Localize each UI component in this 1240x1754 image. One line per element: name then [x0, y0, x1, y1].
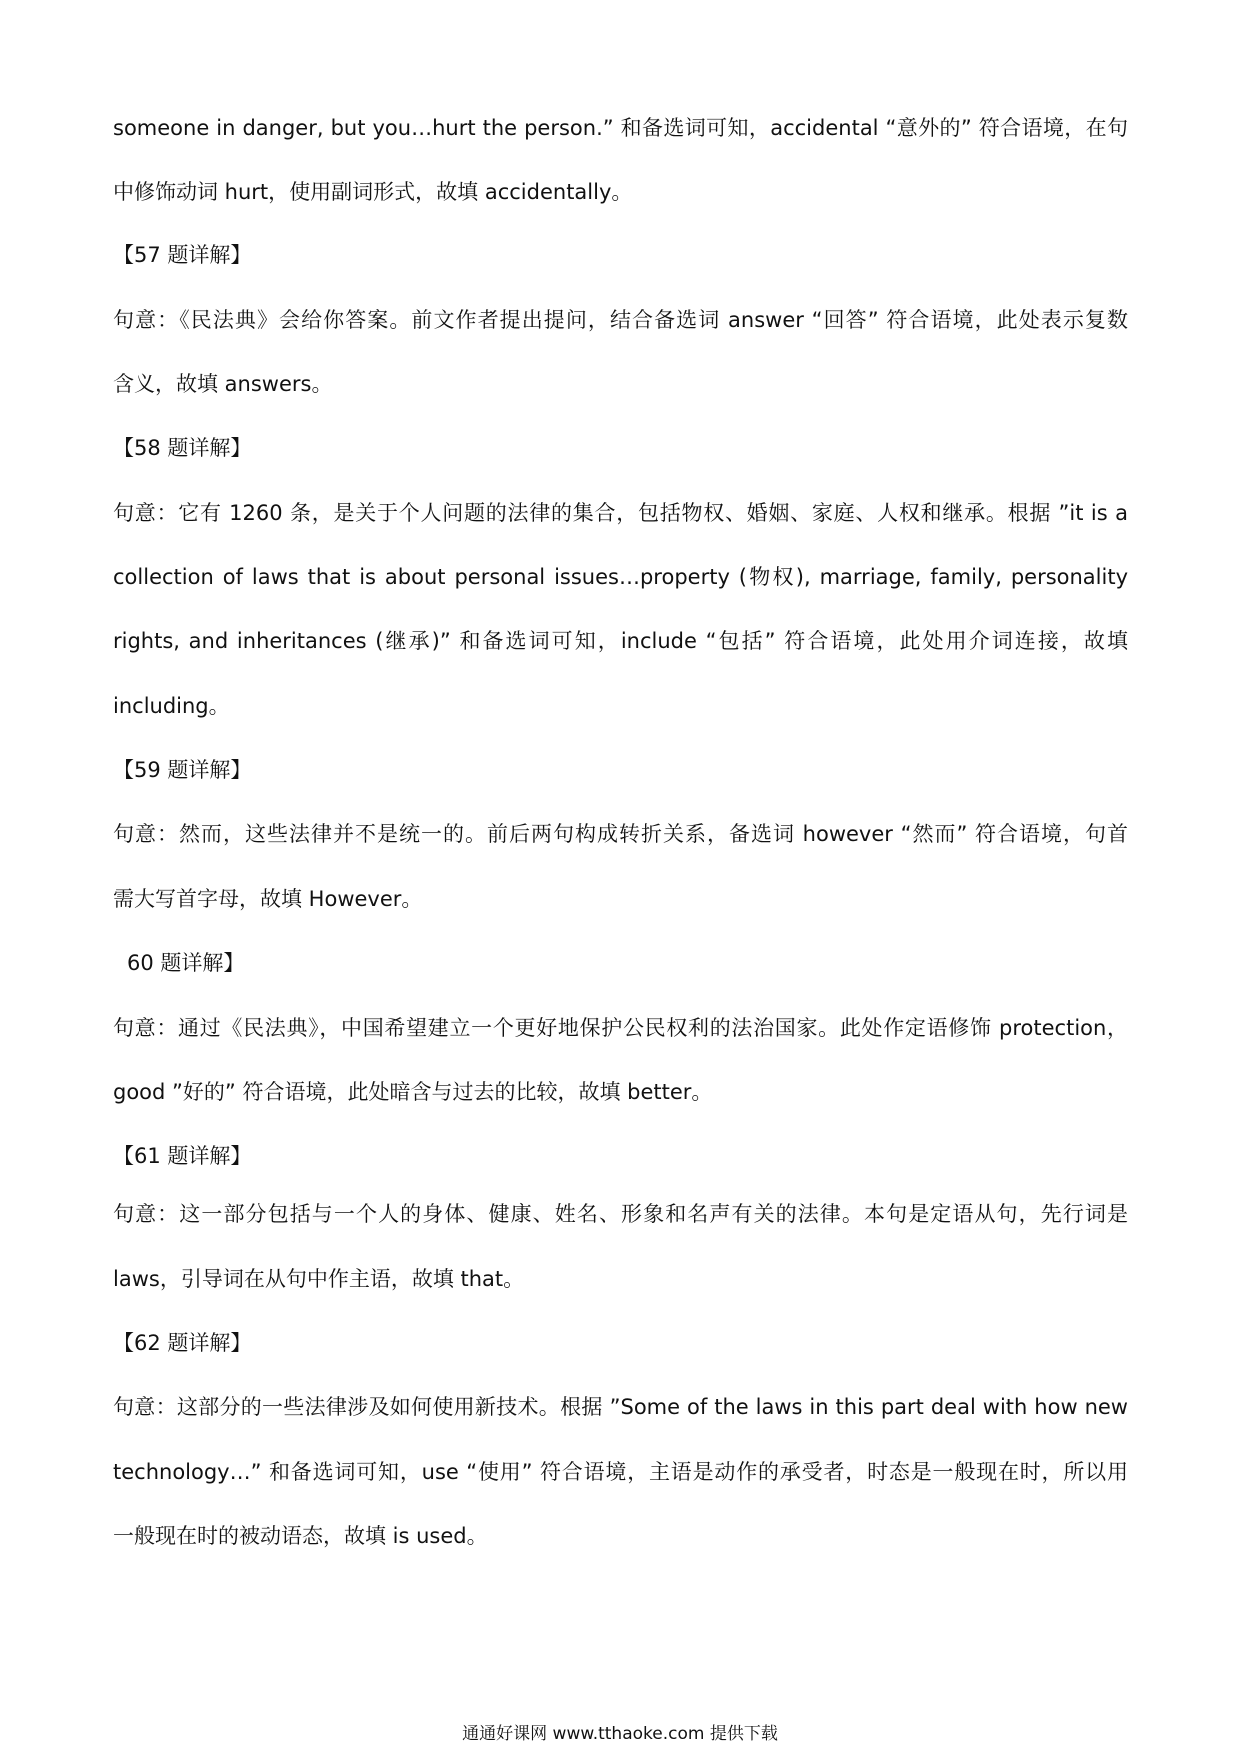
question-heading-59: 【59 题详解】: [113, 758, 252, 782]
paragraph-line: technology…” 和备选词可知，use “使用” 符合语境，主语是动作的承受者，时态是一般现在时，所以用: [113, 1460, 1128, 1484]
question-heading-61: 【61 题详解】: [113, 1144, 252, 1168]
page-footer: 通通好课网 www.tthaoke.com 提供下载: [462, 1724, 778, 1744]
paragraph-line: 句意：这部分的一些法律涉及如何使用新技术。根据 ”Some of the laws in this part deal with how new: [113, 1395, 1128, 1419]
paragraph-line: 句意：通过《民法典》，中国希望建立一个更好地保护公民权利的法治国家。此处作定语修饰 protection，: [113, 1016, 1128, 1040]
paragraph-line: rights, and inheritances (继承)” 和备选词可知，include “包括” 符合语境，此处用介词连接，故填: [113, 629, 1128, 653]
paragraph-line: 中修饰动词 hurt，使用副词形式，故填 accidentally。: [113, 180, 633, 204]
question-heading-60: 60 题详解】: [127, 951, 245, 975]
paragraph-line: 句意：它有 1260 条，是关于个人问题的法律的集合，包括物权、婚姻、家庭、人权和继承。根据 ”it is a: [113, 501, 1128, 525]
paragraph-line: laws，引导词在从句中作主语，故填 that。: [113, 1267, 525, 1291]
question-heading-62: 【62 题详解】: [113, 1331, 252, 1355]
paragraph-line: 句意：《民法典》会给你答案。前文作者提出提问，结合备选词 answer “回答” 符合语境，此处表示复数: [113, 308, 1128, 332]
question-heading-58: 【58 题详解】: [113, 436, 252, 460]
question-heading-57: 【57 题详解】: [113, 243, 252, 267]
paragraph-line: 一般现在时的被动语态，故填 is used。: [113, 1524, 488, 1548]
paragraph-line: including。: [113, 694, 230, 718]
paragraph-line: 句意：然而，这些法律并不是统一的。前后两句构成转折关系，备选词 however “然而” 符合语境，句首: [113, 822, 1128, 846]
paragraph-line: good ”好的” 符合语境，此处暗含与过去的比较，故填 better。: [113, 1080, 713, 1104]
paragraph-line: someone in danger, but you…hurt the person.” 和备选词可知，accidental “意外的” 符合语境，在句: [113, 116, 1128, 140]
paragraph-line: collection of laws that is about personal issues…property (物权), marriage, family, personality: [113, 565, 1128, 589]
paragraph-line: 需大写首字母，故填 However。: [113, 887, 423, 911]
paragraph-line: 含义，故填 answers。: [113, 372, 333, 396]
paragraph-line: 句意：这一部分包括与一个人的身体、健康、姓名、形象和名声有关的法律。本句是定语从句，先行词是: [113, 1202, 1128, 1226]
